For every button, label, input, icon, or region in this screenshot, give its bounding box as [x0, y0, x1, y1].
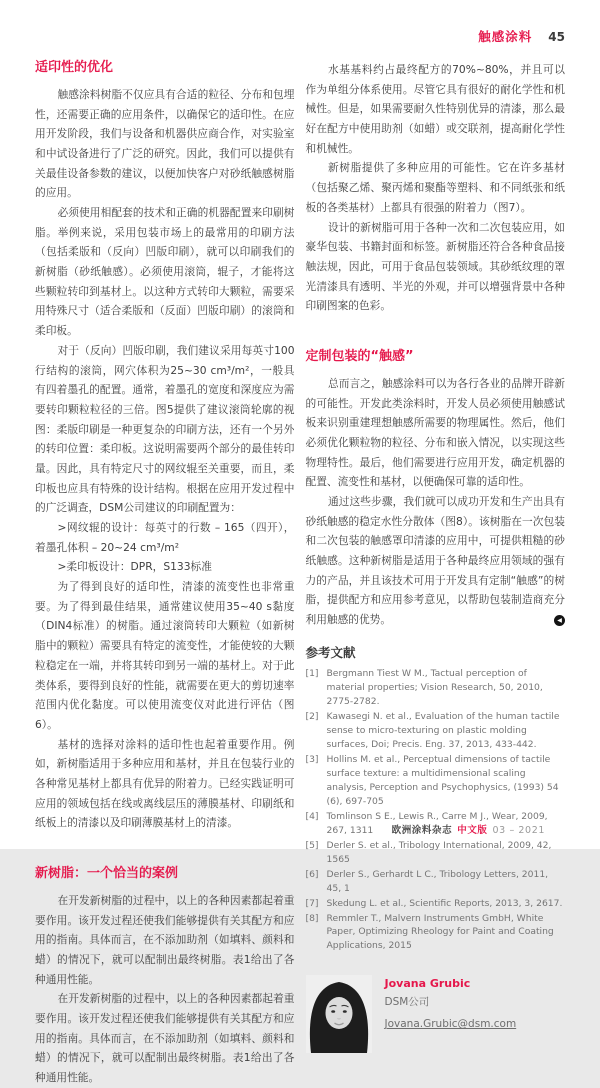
references-title: 参考文献: [305, 644, 356, 660]
reference-number: [8]: [305, 912, 319, 924]
footer-issue: 03 – 2021: [492, 825, 545, 836]
reference-text: Hollins M. et al., Perceptual dimensions of tactile surface texture: a multidimensional scaling analysis, Perception and Psychophysics, (1993) 54 (6), 697-705: [326, 753, 559, 807]
reference-number: [7]: [305, 897, 319, 909]
footer-edition: 中文版: [457, 825, 488, 836]
paragraph: 在开发新树脂的过程中，以上的各种因素都起着重要作用。该开发过程还使我们能够提供有关其配方和应用的指南。具体而言，在不添加助剂（如填料、颜料和蜡）的情况下，就可以配制出最终树脂。表1给出了各种通用性能。: [35, 992, 295, 1085]
paragraph: 新树脂提供了多种应用的可能性。它在许多基材（包括聚乙烯、聚丙烯和聚酯等塑料、和不同纸张和纸板的各类基材）上都具有很强的附着力（图7）。: [305, 161, 565, 214]
reference-item: [306, 839, 566, 867]
reference-number: [5]: [305, 839, 319, 851]
paragraph: 对于（反向）凹版印刷，我们建议采用每英寸100行结构的滚筒，网穴体积为25~30 cm³/m²，一般具有四着墨孔的配置。通常，着墨孔的宽度和深度应为需要转印颗粒粒径的三倍。图5提供了建议滚筒轮廓的视图：柔版印刷是一种更复杂的印刷方法，还有一个另外的转印位置：柔印板。这说明需要两个部分的最佳转印量。因此，具有特定尺寸的网纹辊至关重要，而且，柔印板也应具有特殊的设计结构。根据在应用开发过程中的广泛调查，DSM公司建议的印刷配置为：: [35, 343, 295, 515]
paragraph-text: 通过这些步骤，我们就可以成功开发和生产出具有砂纸触感的稳定水性分散体（图8）。该树脂在一次包装和二次包装的触感罩印清漆的应用中，可提供粗糙的砂纸触感。这种新树脂是适用于各种最终应用领域的强有力的产品，并且该技术可用于开发具有定制“触感”的树脂，提供配方和应用参考意见，以帮助包装制造商充分利用触感的优势。: [305, 494, 565, 627]
author-company: DSM公司: [384, 996, 430, 1009]
reference-item: [306, 667, 566, 709]
end-of-article-icon: ◀: [554, 615, 565, 626]
spec-line-flexo-plate: >柔印板设计：DPR，S133标准: [57, 560, 212, 574]
author-photo: [306, 975, 372, 1053]
page-header: [478, 27, 565, 45]
paragraph: 水基基料约占最终配方的70%~80%，并且可以作为单组分体系使用。尽管它具有很好的耐化学性和机械性。但是，如果需要耐久性特别优异的清漆，那么最好在配方中使用助剂（如蜡）或交联剂，提高耐化学性和机械性。: [305, 63, 565, 155]
left-column: [35, 60, 295, 1085]
article-columns: [35, 60, 565, 1085]
reference-number: [2]: [305, 710, 319, 722]
section-title-custom-touch: 定制包装的“触感”: [305, 348, 414, 364]
reference-text: Remmler T., Malvern Instruments GmbH, White Paper, Optimizing Rheology for Paint and Coating Applications, 2015: [326, 912, 554, 952]
spec-line-anilox: >网纹辊的设计：每英寸的行数 – 165（四开），着墨孔体积 – 20~24 cm³/m²: [35, 521, 295, 554]
reference-text: Skedung L. et al., Scientific Reports, 2013, 3, 2617.: [326, 897, 563, 909]
reference-text: Tomlinson S E., Lewis R., Carre M J., Wear, 2009, 267, 1311: [326, 810, 548, 836]
reference-text: Kawasegi N. et al., Evaluation of the human tactile sense to micro-texturing on plastic molding surfaces, Doi; Precis. Eng. 37, 2013, 433-442.: [326, 710, 560, 750]
references-list: [306, 667, 566, 954]
section-title-printability: 适印性的优化: [35, 60, 114, 75]
page-footer: [392, 822, 545, 836]
paragraph: 基材的选择对涂料的适印性也起着重要作用。例如，新树脂适用于多种应用和基材，并且在包装行业的各种常见基材上都具有优异的附着力。已经实践证明可应用的领域包括在线或离线层压的薄膜基材、印刷纸和纸板上的清漆以及印刷薄膜基材上的清漆。: [35, 737, 295, 830]
section-title-new-resin: 新树脂：一个恰当的案例: [35, 866, 179, 882]
reference-item: [306, 868, 566, 896]
reference-number: [6]: [305, 868, 319, 880]
header-topic: 触感涂料: [478, 29, 533, 44]
author-email-link[interactable]: Jovana.Grubic@dsm.com: [384, 1018, 517, 1031]
reference-number: [1]: [305, 667, 319, 679]
reference-number: [4]: [305, 810, 319, 822]
paragraph: 触感涂料树脂不仅应具有合适的粒径、分布和包埋性，还需要正确的应用条件，以确保它的适印性。在应用开发阶段，我们与设备和机器供应商合作，对实验室和中试设备进行了广泛的研究。因此，我们可以提供有关最佳设备参数的建议，以便加快客户对砂纸触感树脂的应用。: [35, 87, 295, 200]
reference-text: Derler S. et al., Tribology International, 2009, 42, 1565: [326, 839, 552, 865]
reference-text: Bergmann Tiest W M., Tactual perception of material properties; Vision Research, 50, 2010, 2775-2782.: [326, 667, 543, 707]
reference-number: [3]: [305, 753, 319, 765]
footer-journal-name: 欧洲涂料杂志: [391, 825, 453, 836]
author-block: [306, 975, 566, 1053]
reference-text: Derler S., Gerhardt L C., Tribology Letters, 2011, 45, 1: [326, 868, 549, 894]
author-name: Jovana Grubic: [384, 977, 471, 991]
header-page-number: 45: [548, 30, 565, 44]
paragraph: 在开发新树脂的过程中，以上的各种因素都起着重要作用。该开发过程还使我们能够提供有关其配方和应用的指南。具体而言，在不添加助剂（如填料、颜料和蜡）的情况下，就可以配制出最终树脂。表1给出了各种通用性能。: [35, 893, 295, 986]
reference-item: [306, 897, 566, 911]
reference-item: [306, 912, 566, 954]
author-info: [385, 975, 517, 1031]
paragraph: 为了得到良好的适印性，清漆的流变性也非常重要。为了得到最佳结果，通常建议使用35~40 s黏度（DIN4标准）的树脂。通过滚筒转印大颗粒（如新树脂中的颗粒）需要具有特定的流变性，才能使较的大颗粒稳定在一端，并将其转印到另一端的基材上。对于此类体系，要得到良好的性能，就需要在更大的剪切速率范围内优化黏度。可以使用流变仪对此进行评估（图6）。: [35, 580, 295, 731]
paragraph: 设计的新树脂可用于各种一次和二次包装应用，如豪华包装、书籍封面和标签。新树脂还符合各种食品接触法规，因此，可用于食品包装领域。其砂纸纹理的罩光清漆具有透明、半光的外观，并可以增强背景中各种印刷图案的色彩。: [305, 220, 565, 313]
paragraph-final: [306, 492, 566, 630]
paragraph: 总而言之，触感涂料可以为各行各业的品牌开辟新的可能性。开发此类涂料时，开发人员必须使用触感试板来识别重建理想触感所需要的物理属性。然后，他们必须优化颗粒物的粒径、分布和嵌入情况，以实现这些物理特性。最后，他们需要进行应用开发，确定机器的配置、流变性和基材，以便确保可靠的适印性。: [305, 376, 565, 489]
reference-item: [306, 753, 566, 809]
paragraph: 必须使用相配套的技术和正确的机器配置来印刷树脂。举例来说，采用包装市场上的最常用的印刷方法（包括柔版和（反向）凹版印刷），就可以印刷我们的新树脂（砂纸触感）。必须使用滚筒，辊子，才能将这些颗粒转印到基材上。以这种方式转印大颗粒，需要采用特殊尺寸（适合柔版和（反面）凹版印刷）的滚筒和柔印板。: [35, 206, 295, 338]
reference-item: [306, 710, 566, 752]
right-column: [305, 60, 566, 1031]
